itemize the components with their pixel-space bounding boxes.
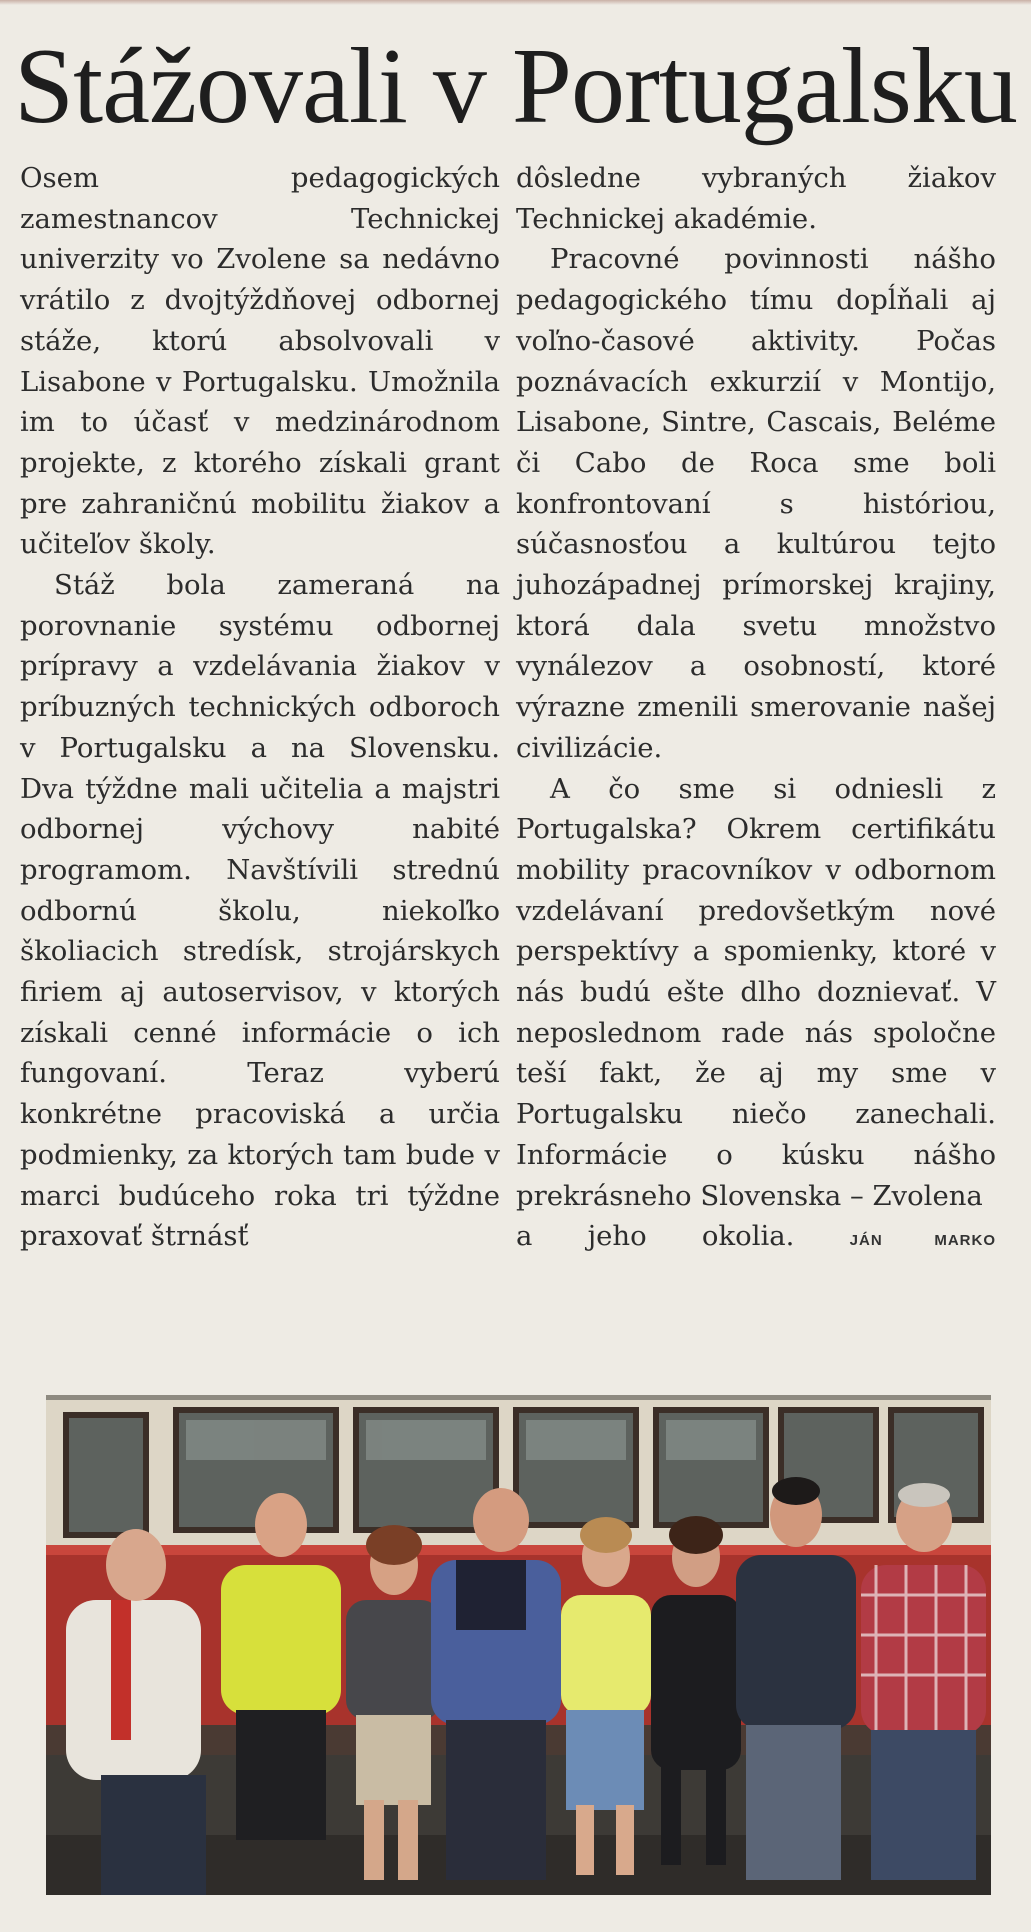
article-right-column — [516, 158, 996, 1262]
article-paragraph: Stáž bola zameraná na porovnanie systému odbornej prípravy a vzdelávania žiakov v príbuzných technických odboroch v Portugalsku a na Slovensku. Dva týždne mali učitelia a majstri odbornej výchovy nabité programom. Navštívili strednú odbornú školu, niekoľko školiacich stredísk, strojárskych firiem aj autoservisov, v ktorých získali cenné informácie o ich fungovaní. Teraz vyberú konkrétne pracoviská a určia podmienky, za ktorých tam bude v marci budúceho roka tri týždne praxovať štrnásť — [20, 569, 500, 1253]
article-paragraph: dôsledne vybraných žiakov Technickej akadémie. — [516, 162, 996, 235]
group-photo-image — [46, 1395, 991, 1895]
article-paragraph: Pracovné povinnosti nášho pedagogického tímu dopĺňali aj voľno-časové aktivity. Počas poznávacích exkurzií v Montijo, Lisabone, Sintre, Cascais, Beléme či Cabo de Roca sme boli konfrontovaní s históriou, súčasnosťou a kultúrou tejto juhozápadnej prímorskej krajiny, ktorá dala svetu množstvo vynálezov a osobností, ktoré výrazne zmenili smerovanie našej civilizácie. — [516, 243, 996, 764]
closing-line — [516, 1216, 996, 1262]
group-photo — [46, 1395, 991, 1895]
page-top-edge — [0, 0, 1031, 5]
article-paragraph: A čo sme si odniesli z Portugalska? Okrem certifikátu mobility pracovníkov v odbornom vzdelávaní predovšetkým nové perspektívy a spomienky, ktoré v nás budú ešte dlho doznievať. V neposlednom rade nás spoločne teší fakt, že aj my sme v Portugalsku niečo zanechali. Informácie o kúsku nášho prekrásneho Slovenska – Zvolena — [516, 772, 996, 1212]
author-byline: JÁN MARKO — [849, 1232, 996, 1250]
article-headline: Stážovali v Portugalsku — [14, 27, 1017, 146]
article-left-column — [20, 158, 500, 1257]
article-paragraph: Osem pedagogických zamestnancov Technickej univerzity vo Zvolene sa nedávno vrátilo z dvojtýždňovej odbornej stáže, ktorú absolvovali v Lisabone v Portugalsku. Umožnila im to účasť v medzinárodnom projekte, z ktorého získali grant pre zahraničnú mobilitu žiakov a učiteľov školy. — [20, 162, 500, 561]
article-closing-text: a jeho okolia. — [516, 1220, 795, 1253]
